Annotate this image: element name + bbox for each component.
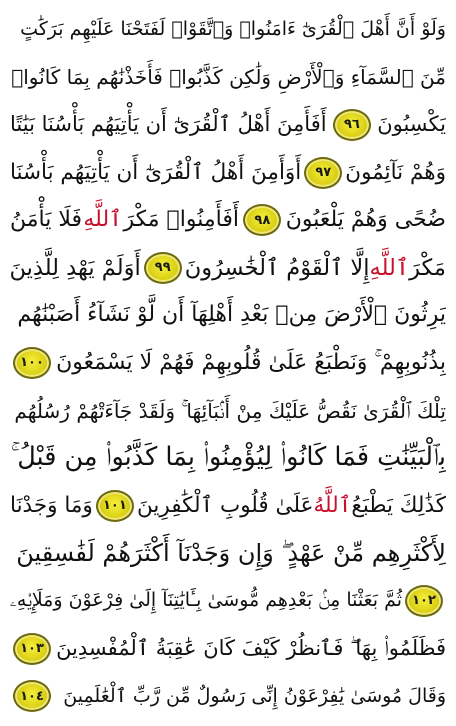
verse-text: ثُمَّ بَعَثْنَا مِنۢ بَعْدِهِم مُّوسَىٰ بِـَٔايَٰتِنَآ إِلَىٰ فِرْعَوْنَ وَمَلَإِي۟هِۦ — [10, 589, 402, 612]
verse-text: فَلَا يَأْمَنُ — [10, 207, 82, 233]
ayah-number-marker: ١٠٢ — [405, 585, 443, 617]
ayah-number-marker: ٩٦ — [333, 109, 371, 141]
verse-text: مَكْرَ — [409, 254, 446, 281]
verse-text: أَوَلَمْ يَهْدِ لِلَّذِينَ — [10, 254, 141, 281]
verse-text: فَظَلَمُوا۟ بِهَا ۖ فَٱنظُرْ كَيْفَ كَانَ عَٰقِبَةُ ٱلْمُفْسِدِينَ — [56, 636, 446, 661]
text-line — [10, 339, 446, 387]
verse-text: وَمَا وَجَدْنَا — [10, 492, 93, 518]
ayah-number-marker: ١٠٣ — [13, 633, 51, 665]
text-line — [10, 387, 446, 435]
verse-text: لِأَكْثَرِهِم مِّنْ عَهْدٍ ۖ وَإِن وَجَدْنَآ أَكْثَرَهُمْ لَفَٰسِقِينَ — [16, 539, 446, 568]
verse-text: إِلَّا ٱلْقَوْمُ ٱلْخَٰسِرُونَ — [184, 254, 370, 281]
ayah-number-marker: ١٠٠ — [13, 347, 51, 379]
verse-text: وَلَوْ أَنَّ أَهْلَ ٱلْقُرَىٰٓ ءَامَنُوا۟ وَٱتَّقَوْا۟ لَفَتَحْنَا عَلَيْهِم بَرَكَٰتٍ — [20, 18, 446, 41]
verse-text: ضُحًى وَهُمْ يَلْعَبُونَ — [285, 207, 446, 233]
verse-text: وَهُمْ نَآئِمُونَ — [345, 159, 446, 185]
ayah-number-marker: ١٠٤ — [13, 680, 51, 712]
text-line — [10, 530, 446, 578]
divine-name: ٱللَّهِ — [83, 207, 123, 233]
verse-text: مِّنَ ٱلسَّمَآءِ وَٱلْأَرْضِ وَلَٰكِن كَذَّبُوا۟ فَأَخَذْنَٰهُم بِمَا كَانُوا۟ — [11, 65, 446, 90]
text-line — [10, 672, 446, 720]
text-line — [10, 149, 446, 197]
verse-text: أَفَأَمِنَ أَهْلُ ٱلْقُرَىٰٓ أَن يَأْتِيَهُم بَأْسُنَا بَيَٰتًا — [10, 112, 327, 137]
ayah-number-marker: ٩٧ — [304, 157, 342, 189]
verse-text: تِلْكَ ٱلْقُرَىٰ نَقُصُّ عَلَيْكَ مِنْ أَنۢبَآئِهَا ۚ وَلَقَدْ جَآءَتْهُمْ رُسُلُهُم — [14, 398, 446, 423]
ayah-number-marker: ٩٨ — [243, 204, 281, 236]
text-line — [10, 434, 446, 482]
text-line — [10, 482, 446, 530]
text-line — [10, 54, 446, 102]
text-line — [10, 292, 446, 340]
verse-text: بِٱلْبَيِّنَٰتِ فَمَا كَانُوا۟ لِيُؤْمِنُوا۟ بِمَا كَذَّبُوا۟ مِن قَبْلُ ۚ — [10, 442, 446, 473]
verse-text: أَفَأَمِنُوا۟ مَكْرَ — [123, 207, 239, 233]
text-line — [10, 6, 446, 54]
verse-text: أَوَأَمِنَ أَهْلُ ٱلْقُرَىٰٓ أَن يَأْتِيَهُم بَأْسُنَا — [10, 159, 302, 185]
verse-text: وَقَالَ مُوسَىٰ يَٰفِرْعَوْنُ إِنِّى رَسُولٌ مِّن رَّبِّ ٱلْعَٰلَمِينَ — [63, 684, 446, 707]
verse-text: يَرِثُونَ ٱلْأَرْضَ مِنۢ بَعْدِ أَهْلِهَآ أَن لَّوْ نَشَآءُ أَصَبْنَٰهُم — [17, 302, 446, 328]
divine-name: ٱللَّهِ — [369, 254, 410, 281]
verse-text: بِذُنُوبِهِمْ ۚ وَنَطْبَعُ عَلَىٰ قُلُوبِهِمْ فَهُمْ لَا يَسْمَعُونَ — [56, 349, 446, 375]
ayah-number-marker: ٩٩ — [144, 252, 182, 284]
verse-text: كَذَٰلِكَ يَطْبَعُ — [351, 492, 446, 518]
text-line — [10, 625, 446, 673]
text-line — [10, 244, 446, 292]
verse-text: عَلَىٰ قُلُوبِ ٱلْكَٰفِرِينَ — [137, 492, 314, 518]
divine-name: ٱللَّهُ — [313, 492, 352, 518]
text-line — [10, 101, 446, 149]
text-line — [10, 196, 446, 244]
text-line — [10, 577, 446, 625]
ayah-number-marker: ١٠١ — [96, 490, 134, 522]
verse-text: يَكْسِبُونَ — [377, 112, 446, 137]
